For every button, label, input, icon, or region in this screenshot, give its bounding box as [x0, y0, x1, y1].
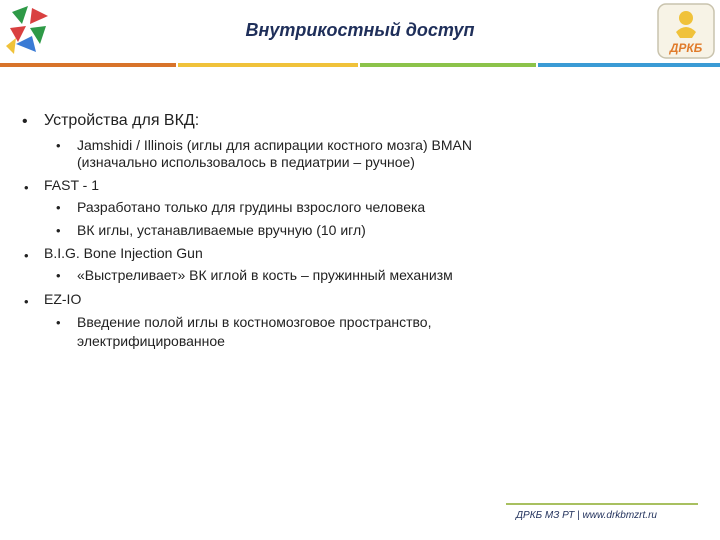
ezio-detail-cont: электрифицированное	[77, 333, 225, 349]
footer-divider	[506, 503, 698, 505]
bullet-marker: •	[56, 315, 61, 330]
bullet-marker: •	[56, 268, 61, 283]
fast-item: FAST - 1	[44, 177, 99, 193]
fast-detail-2: ВК иглы, устанавливаемые вручную (10 игл)	[77, 222, 366, 238]
bullet-marker: •	[56, 200, 61, 215]
fast-detail-1: Разработано только для грудины взрослого человека	[77, 199, 426, 215]
hospital-logo-text: ДРКБ	[669, 41, 703, 55]
ezio-item: EZ-IO	[44, 291, 82, 307]
bullet-marker: •	[24, 248, 29, 263]
jamshidi-item: Jamshidi / Illinois (иглы для аспирации костного мозга) BMAN	[77, 137, 472, 153]
jamshidi-item-cont: (изначально использовалось в педиатрии – ручное)	[77, 154, 415, 170]
devices-heading: Устройства для ВКД:	[44, 112, 200, 129]
bullet-marker: •	[24, 294, 29, 309]
ezio-detail: Введение полой иглы в костномозговое пространство,	[77, 314, 432, 330]
bullet-marker: •	[24, 180, 29, 195]
bullet-marker: •	[56, 138, 61, 153]
slide-title: Внутрикостный доступ	[245, 20, 475, 40]
footer-text: ДРКБ МЗ РТ | www.drkbmzrt.ru	[516, 510, 657, 521]
big-item: B.I.G. Bone Injection Gun	[44, 245, 203, 261]
bullet-marker: •	[22, 113, 28, 130]
bullet-marker: •	[56, 223, 61, 238]
big-detail: «Выстреливает» ВК иглой в кость – пружинный механизм	[77, 267, 453, 283]
